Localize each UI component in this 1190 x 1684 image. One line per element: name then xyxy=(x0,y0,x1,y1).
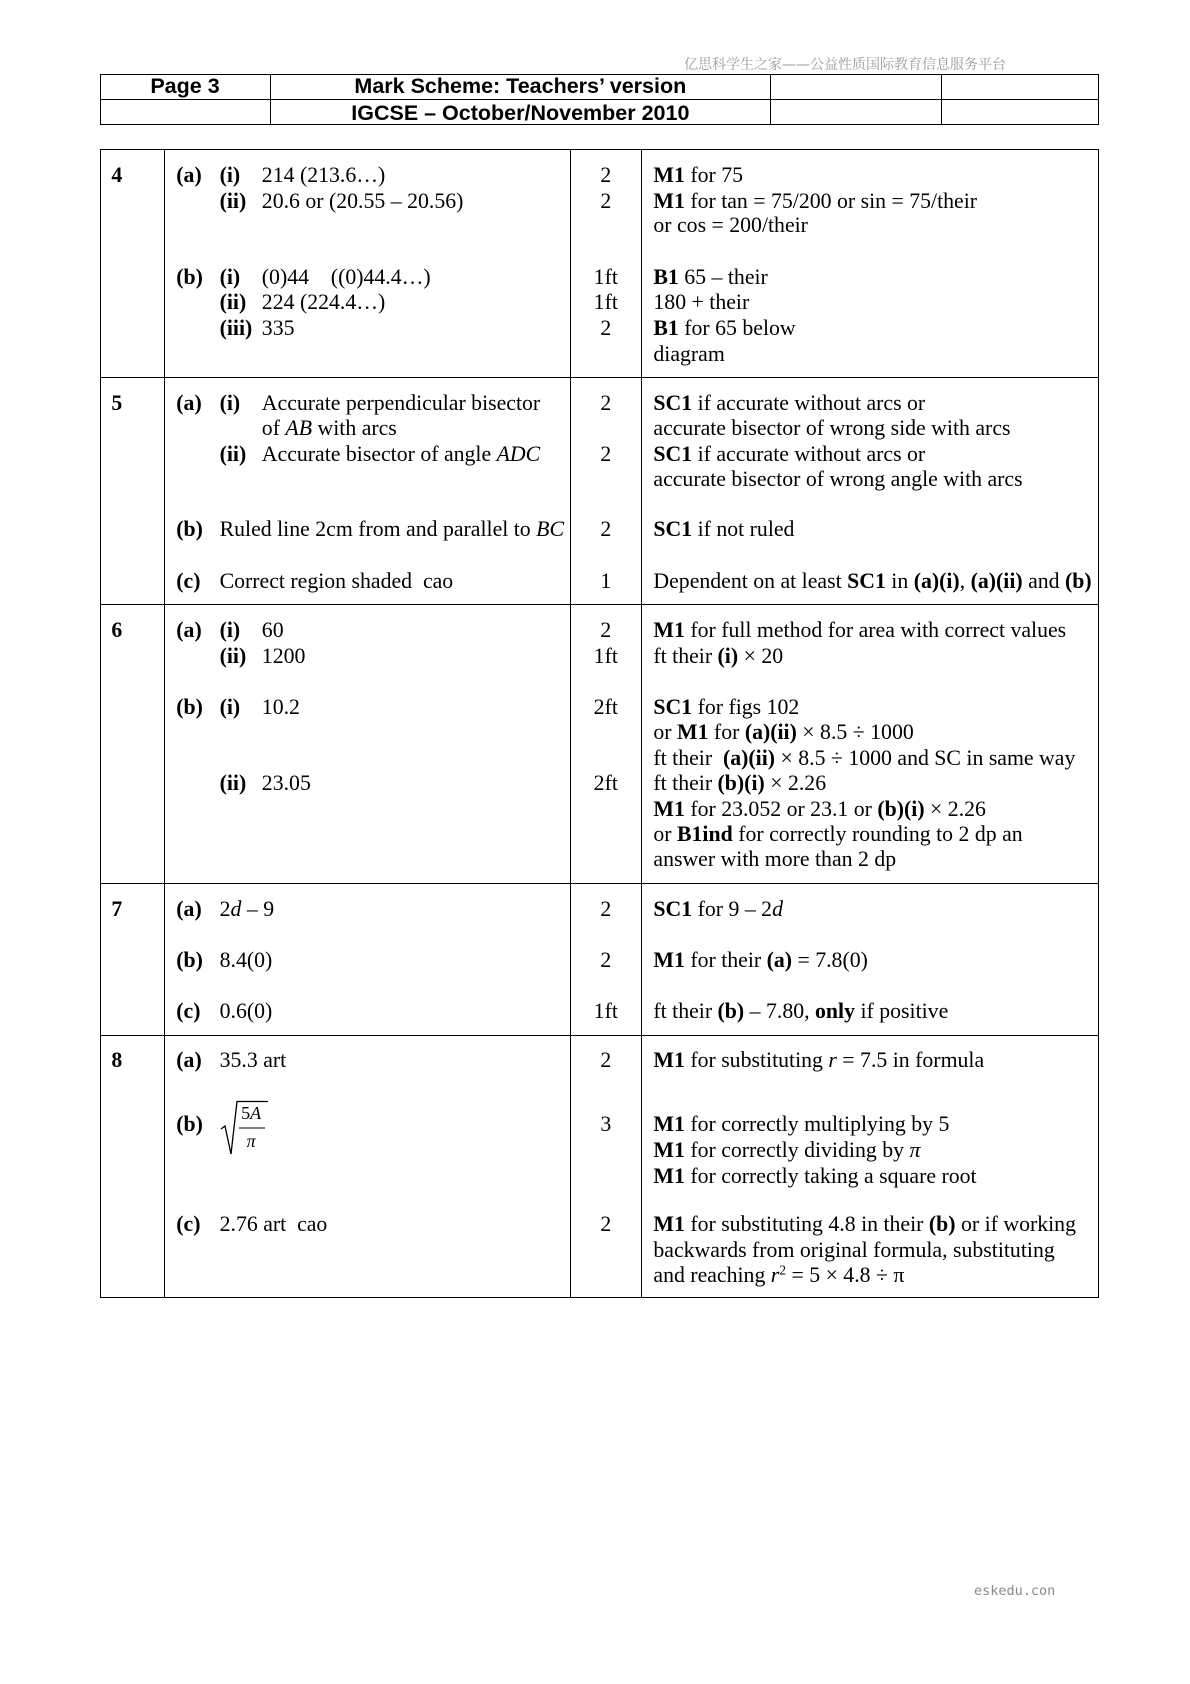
question-number: 4 xyxy=(111,162,123,187)
guidance-note xyxy=(653,695,799,720)
guidance-note xyxy=(653,822,1022,847)
text-run: Correct region shaded cao xyxy=(219,569,454,594)
answer-text xyxy=(262,771,311,796)
text-run: for substituting xyxy=(684,1047,829,1072)
question-number: 6 xyxy=(111,618,123,642)
answer-text xyxy=(262,189,464,214)
text-run: Accurate bisector of angle xyxy=(261,441,497,466)
bold-text-run: (b)(i) xyxy=(717,770,765,795)
watermark-text: 亿思科学生之家——公益性质国际教育信息服务平台 xyxy=(684,57,1006,73)
bold-text-run: M1 xyxy=(653,162,685,187)
part-label: (a) xyxy=(176,618,202,642)
part-label: (a) xyxy=(176,1047,202,1072)
numerator-coefficient: 5 xyxy=(241,1103,251,1124)
bold-text-run: M1 xyxy=(653,188,685,213)
subpart-label: (i) xyxy=(219,162,241,187)
text-run: with arcs xyxy=(312,415,397,440)
answer-text xyxy=(262,644,306,669)
fraction-numerator xyxy=(238,1103,265,1123)
guidance-note xyxy=(653,720,913,745)
bold-text-run: (a)(ii) xyxy=(723,745,776,770)
text-run: 1200 xyxy=(261,644,306,668)
text-run: Dependent on at least xyxy=(653,569,848,594)
mark-value: 2 xyxy=(600,316,612,341)
guidance-note xyxy=(653,189,977,214)
text-run: for correctly dividing by xyxy=(684,1138,910,1163)
bold-text-run: (i) xyxy=(717,644,739,668)
guidance-note xyxy=(653,391,925,416)
bold-text-run: (a) xyxy=(766,947,793,972)
text-run: or xyxy=(653,822,677,847)
text-run: × 2.26 xyxy=(924,796,986,821)
text-run: or if working xyxy=(955,1211,1076,1236)
part-label: (c) xyxy=(176,569,201,594)
text-run: 20.6 or (20.55 – 20.56) xyxy=(261,188,464,213)
part-label: (b) xyxy=(176,265,203,290)
text-run: in xyxy=(885,569,914,594)
italic-text-run: AB xyxy=(285,415,313,440)
part-label: (b) xyxy=(176,947,203,972)
text-run: – 7.80, xyxy=(744,998,816,1023)
mark-value: 2 xyxy=(600,1047,612,1072)
text-run: diagram xyxy=(653,342,725,367)
bold-text-run: B1 xyxy=(653,265,679,290)
superscript: 2 xyxy=(779,1262,787,1278)
part-label: (a) xyxy=(176,162,202,187)
text-run: = 7.8(0) xyxy=(792,947,868,972)
text-run: for tan = 75/200 or sin = 75/their xyxy=(684,188,978,213)
row-rule xyxy=(100,883,1100,884)
bold-text-run: M1 xyxy=(653,1112,685,1137)
subpart-label: (i) xyxy=(219,694,241,719)
bold-text-run: B1 xyxy=(653,316,679,341)
part-label: (a) xyxy=(176,897,202,922)
question-number: 5 xyxy=(111,390,123,415)
text-run: 0.6(0) xyxy=(219,998,273,1023)
question-number: 8 xyxy=(111,1047,123,1072)
bold-text-run: (a)(ii) xyxy=(744,719,797,744)
guidance-note xyxy=(653,1048,984,1073)
text-run: accurate bisector of wrong angle with arcs xyxy=(653,466,1023,491)
mark-value: 1ft xyxy=(593,644,618,668)
bold-text-run: (a)(i) xyxy=(913,569,960,594)
guidance-note xyxy=(653,897,783,922)
answer-text xyxy=(220,948,273,973)
guidance-note xyxy=(653,847,896,872)
answer-text xyxy=(220,897,275,922)
text-run: 2.76 art cao xyxy=(219,1211,328,1236)
guidance-note xyxy=(653,771,826,796)
bold-text-run: (b) xyxy=(928,1211,956,1236)
part-label: (a) xyxy=(176,390,202,415)
answer-text xyxy=(262,316,295,341)
guidance-note xyxy=(653,1263,904,1288)
guidance-note xyxy=(653,1212,1076,1237)
guidance-note xyxy=(653,442,925,467)
mark-value: 2 xyxy=(600,517,612,542)
bold-text-run: (a)(ii) xyxy=(970,569,1023,594)
text-run: ft their xyxy=(653,770,718,795)
text-run: 65 – their xyxy=(678,265,768,290)
text-run: = 5 × 4.8 ÷ π xyxy=(786,1262,905,1287)
text-run: × 2.26 xyxy=(764,770,827,795)
guidance-note xyxy=(653,1112,949,1137)
text-run: × 8.5 ÷ 1000 and SC in same way xyxy=(775,745,1076,770)
question-number: 7 xyxy=(111,897,123,922)
guidance-note xyxy=(653,1238,1054,1263)
text-run: answer with more than 2 dp xyxy=(653,847,897,872)
text-run: 23.05 xyxy=(261,770,311,795)
subpart-label: (ii) xyxy=(219,644,247,668)
italic-text-run: d xyxy=(230,897,242,922)
text-run: 60 xyxy=(261,618,284,642)
bold-text-run: M1 xyxy=(653,1164,685,1189)
guidance-note xyxy=(653,316,795,341)
bold-text-run: only xyxy=(815,998,856,1023)
subpart-label: (ii) xyxy=(219,441,247,466)
part-label: (c) xyxy=(176,1211,201,1236)
answer-text xyxy=(262,391,540,416)
square-root-formula xyxy=(220,1100,270,1156)
text-run: ft their xyxy=(653,644,718,668)
subpart-label: (i) xyxy=(219,265,241,290)
mark-value: 2ft xyxy=(593,770,618,795)
answer-text xyxy=(262,442,540,467)
row-rule xyxy=(100,377,1100,378)
italic-text-run: d xyxy=(772,897,783,922)
text-run: 335 xyxy=(261,316,295,341)
guidance-note xyxy=(653,797,986,822)
text-run: × 20 xyxy=(738,644,784,668)
answer-text xyxy=(262,290,386,315)
mark-value: 2 xyxy=(600,162,612,187)
text-run: 8.4(0) xyxy=(219,947,273,972)
subpart-label: (i) xyxy=(219,618,241,642)
italic-text-run: r xyxy=(828,1047,837,1072)
bold-text-run: SC1 xyxy=(653,694,693,719)
bold-text-run: (b)(i) xyxy=(877,796,925,821)
row-rule xyxy=(100,1035,1100,1036)
text-run: Ruled line 2cm from and parallel to xyxy=(219,517,537,542)
text-run: for their xyxy=(684,947,767,972)
text-run: for figs 102 xyxy=(692,694,800,719)
text-run: 214 (213.6…) xyxy=(261,162,386,187)
text-run: ft their xyxy=(653,745,723,770)
bold-text-run: (b) xyxy=(717,998,745,1023)
text-run: if accurate without arcs or xyxy=(692,390,926,415)
mark-value: 1ft xyxy=(593,265,618,290)
text-run: if positive xyxy=(855,998,949,1023)
text-run: 10.2 xyxy=(261,694,300,719)
text-run: Accurate perpendicular bisector xyxy=(261,390,541,415)
mark-value: 2 xyxy=(600,947,612,972)
guidance-note xyxy=(653,517,794,542)
mark-value: 2 xyxy=(600,441,612,466)
answer-text xyxy=(262,416,397,441)
part-label: (b) xyxy=(176,517,203,542)
text-run: for correctly rounding to 2 dp an xyxy=(732,822,1023,847)
answer-text xyxy=(220,1048,287,1073)
text-run: and reaching xyxy=(653,1262,771,1287)
text-run: , xyxy=(959,569,971,594)
bold-text-run: M1 xyxy=(677,719,709,744)
subpart-label: (ii) xyxy=(219,770,247,795)
text-run: 224 (224.4…) xyxy=(261,290,386,315)
document-title: Mark Scheme: Teachers’ version xyxy=(354,73,687,98)
bold-text-run: M1 xyxy=(653,796,685,821)
answer-text xyxy=(262,163,386,188)
guidance-note xyxy=(653,948,867,973)
column-rule xyxy=(164,149,165,1298)
guidance-note xyxy=(653,290,749,315)
text-run: for correctly multiplying by 5 xyxy=(684,1112,950,1137)
guidance-note xyxy=(653,163,743,188)
bold-text-run: B1ind xyxy=(677,822,733,847)
fraction-denominator: π xyxy=(246,1131,256,1152)
text-run: – 9 xyxy=(241,897,275,922)
guidance-note xyxy=(653,1164,976,1189)
text-run: ft their xyxy=(653,998,718,1023)
guidance-note xyxy=(653,467,1022,492)
mark-value: 2 xyxy=(600,390,612,415)
guidance-note xyxy=(653,618,1066,643)
text-run: × 8.5 ÷ 1000 xyxy=(796,719,914,744)
part-label: (b) xyxy=(176,694,203,719)
guidance-note xyxy=(653,1138,920,1163)
italic-text-run: r xyxy=(770,1262,780,1287)
page-label: Page 3 xyxy=(150,73,220,98)
text-run: = 7.5 in formula xyxy=(836,1047,985,1072)
mark-value: 2 xyxy=(600,188,612,213)
subpart-label: (ii) xyxy=(219,290,247,315)
subpart-label: (iii) xyxy=(219,316,253,341)
mark-value: 3 xyxy=(600,1112,612,1137)
subpart-label: (i) xyxy=(219,390,241,415)
part-label: (b) xyxy=(176,1112,203,1137)
text-run: if accurate without arcs or xyxy=(692,441,926,466)
bold-text-run: M1 xyxy=(653,947,685,972)
bold-text-run: M1 xyxy=(653,618,685,642)
text-run: 180 + their xyxy=(653,290,750,315)
guidance-note xyxy=(653,213,808,238)
text-run: for correctly taking a square root xyxy=(684,1164,977,1189)
bold-text-run: SC1 xyxy=(653,517,693,542)
mark-value: 1ft xyxy=(593,998,618,1023)
answer-text xyxy=(220,517,564,542)
bold-text-run: M1 xyxy=(653,1211,685,1236)
answer-text xyxy=(220,1212,328,1237)
mark-value: 2ft xyxy=(593,694,618,719)
mark-value: 2 xyxy=(600,618,612,642)
bold-text-run: M1 xyxy=(653,1047,685,1072)
answer-text xyxy=(220,999,273,1024)
answer-text xyxy=(262,618,284,643)
subpart-label: (ii) xyxy=(219,188,247,213)
guidance-note xyxy=(653,644,783,669)
numerator-variable: A xyxy=(250,1103,262,1124)
answer-text xyxy=(262,265,431,290)
text-run: or xyxy=(653,719,677,744)
part-label: (c) xyxy=(176,998,201,1023)
text-run: for substituting 4.8 in their xyxy=(684,1211,929,1236)
bold-text-run: SC1 xyxy=(653,897,693,922)
text-run: for 75 xyxy=(684,162,743,187)
answer-text xyxy=(262,695,300,720)
italic-text-run: π xyxy=(909,1138,921,1163)
text-run: if not ruled xyxy=(692,517,795,542)
text-run: accurate bisector of wrong side with arcs xyxy=(653,415,1011,440)
mark-value: 1 xyxy=(600,569,612,594)
guidance-note xyxy=(653,342,724,367)
guidance-note xyxy=(653,416,1010,441)
text-run: (0)44 ((0)44.4…) xyxy=(261,265,431,290)
guidance-note xyxy=(653,569,1091,594)
text-run: of xyxy=(261,415,286,440)
text-run: for 65 below xyxy=(678,316,796,341)
footer-site-text: eskedu.con xyxy=(974,1583,1056,1599)
text-run: for xyxy=(708,719,745,744)
header-column-rule xyxy=(941,74,942,126)
text-run: or cos = 200/their xyxy=(653,213,808,238)
mark-value: 1ft xyxy=(593,290,618,315)
text-run: 2 xyxy=(219,897,231,922)
text-run: backwards from original formula, substituting xyxy=(653,1237,1055,1262)
text-run: 35.3 art xyxy=(219,1047,287,1072)
bold-text-run: SC1 xyxy=(653,390,693,415)
guidance-note xyxy=(653,746,1075,771)
bold-text-run: (b) xyxy=(1065,569,1092,594)
text-run: for 23.052 or 23.1 or xyxy=(684,796,878,821)
mark-value: 2 xyxy=(600,1211,612,1236)
bold-text-run: SC1 xyxy=(847,569,886,594)
mark-value: 2 xyxy=(600,897,612,922)
text-run: and xyxy=(1022,569,1066,594)
text-run: for full method for area with correct values xyxy=(684,618,1067,642)
bold-text-run: SC1 xyxy=(653,441,693,466)
answer-text xyxy=(220,569,454,594)
bold-text-run: M1 xyxy=(653,1138,685,1163)
guidance-note xyxy=(653,999,948,1024)
italic-text-run: BC xyxy=(536,517,565,542)
guidance-note xyxy=(653,265,767,290)
italic-text-run: ADC xyxy=(496,441,541,466)
row-rule xyxy=(100,604,1100,605)
text-run: for 9 – 2 xyxy=(692,897,773,922)
exam-session: IGCSE – October/November 2010 xyxy=(351,100,690,125)
